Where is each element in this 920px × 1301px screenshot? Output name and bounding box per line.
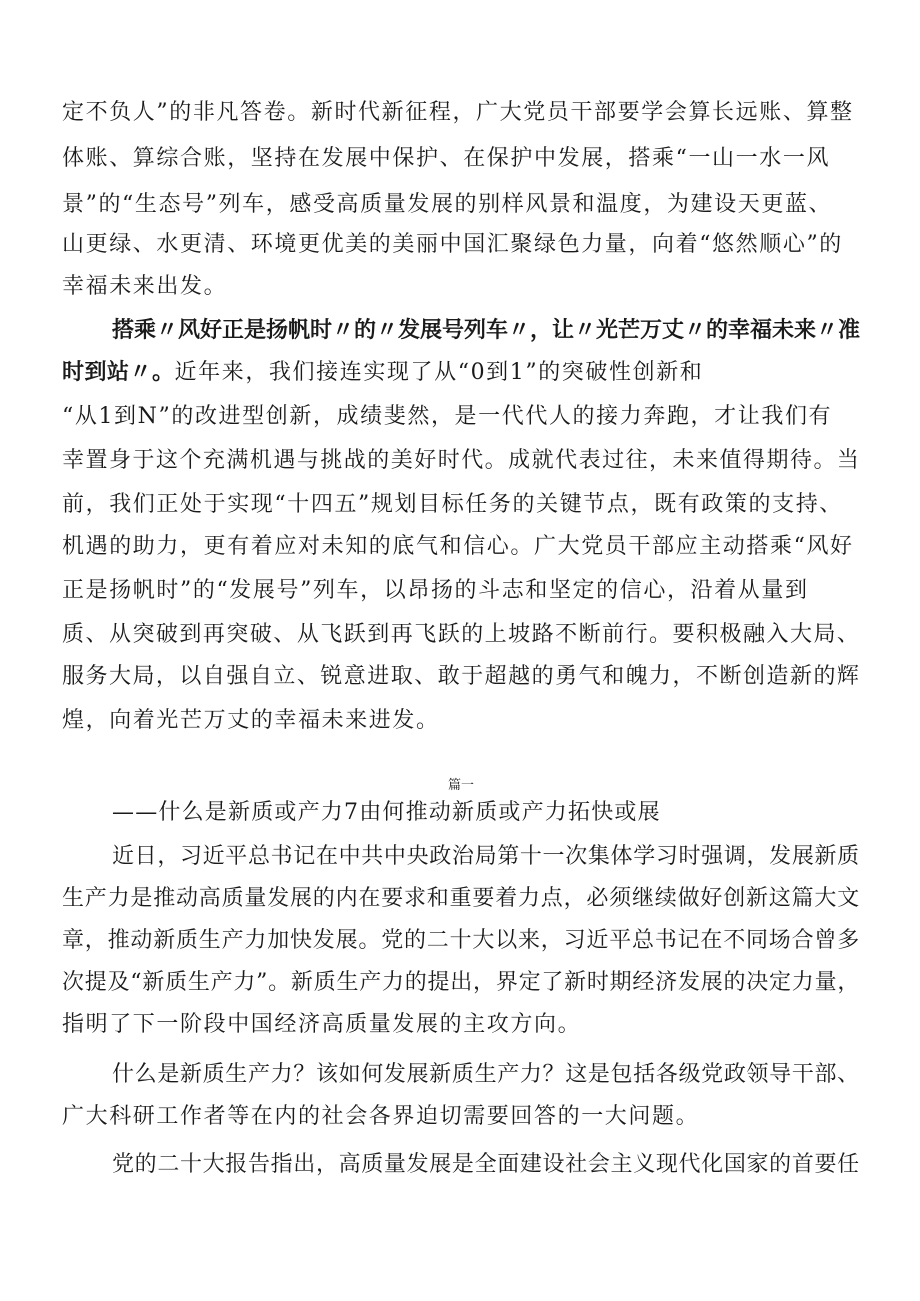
paragraph-line: 前，我们正处于实现“十四五”规划目标任务的关键节点，既有政策的支持、 bbox=[62, 492, 843, 517]
paragraph-line: 质、从突破到再突破、从飞跃到再飞跃的上坡路不断前行。要积极融入大局、 bbox=[62, 622, 861, 647]
paragraph-line: 党的二十大报告指出，高质量发展是全面建设社会主义现代化国家的首要任 bbox=[112, 1152, 860, 1177]
bold-heading-end: 时到站〃。 bbox=[62, 360, 175, 385]
bold-heading-line: 搭乘〃风好正是扬帆时〃的〃发展号列车〃，让〃光芒万丈〃的幸福未来〃准 bbox=[112, 318, 861, 343]
paragraph-line-mixed bbox=[62, 358, 703, 388]
section-subtitle: ——什么是新质或产力7由何推动新质或产力拓快或展 bbox=[112, 800, 661, 825]
paragraph-line: 定不负人”的非凡答卷。新时代新征程，广大党员干部要学会算长远账、算整 bbox=[62, 100, 854, 125]
paragraph-line: 机遇的助力，更有着应对未知的底气和信心。广大党员干部应主动搭乘“风好 bbox=[62, 534, 854, 559]
paragraph-line: 什么是新质生产力？该如何发展新质生产力？这是包括各级党政领导干部、 bbox=[112, 1062, 860, 1087]
paragraph-line: 幸置身于这个充满机遇与挑战的美好时代。成就代表过往，未来值得期待。当 bbox=[62, 448, 861, 473]
paragraph-line: 煌，向着光芒万丈的幸福未来进发。 bbox=[62, 708, 440, 733]
paragraph-line: 幸福未来出发。 bbox=[62, 274, 228, 299]
paragraph-line: 体账、算综合账，坚持在发展中保护、在保护中发展，搭乘“一山一水一风 bbox=[62, 146, 831, 171]
paragraph-text: 近年来，我们接连实现了从“0到1”的突破性创新和 bbox=[174, 360, 704, 385]
paragraph-line: 广大科研工作者等在内的社会各界迫切需要回答的一大问题。 bbox=[62, 1104, 700, 1129]
paragraph-line: 指明了下一阶段中国经济高质量发展的主攻方向。 bbox=[62, 1012, 582, 1037]
paragraph-line: 景”的“生态号”列车，感受高质量发展的别样风景和温度，为建设天更蓝、 bbox=[62, 192, 833, 217]
section-label: 篇一 bbox=[448, 778, 475, 793]
paragraph-line: “从1到N”的改进型创新，成绩斐然，是一代代人的接力奔跑，才让我们有 bbox=[62, 404, 833, 429]
paragraph-line: 近日，习近平总书记在中共中央政治局第十一次集体学习时强调，发展新质 bbox=[112, 844, 860, 869]
paragraph-line: 山更绿、水更清、环境更优美的美丽中国汇聚绿色力量，向着“悠然顺心”的 bbox=[62, 232, 843, 257]
paragraph-line: 章，推动新质生产力加快发展。党的二十大以来，习近平总书记在不同场合曾多 bbox=[62, 928, 861, 953]
paragraph-line: 服务大局，以自强自立、锐意进取、敢于超越的勇气和魄力，不断创造新的辉 bbox=[62, 664, 861, 689]
paragraph-line: 正是扬帆时”的“发展号”列车，以昂扬的斗志和坚定的信心，沿着从量到 bbox=[62, 578, 809, 603]
paragraph-line: 次提及“新质生产力”。新质生产力的提出，界定了新时期经济发展的决定力量， bbox=[62, 970, 861, 995]
paragraph-line: 生产力是推动高质量发展的内在要求和重要着力点，必须继续做好创新这篇大文 bbox=[62, 886, 861, 911]
